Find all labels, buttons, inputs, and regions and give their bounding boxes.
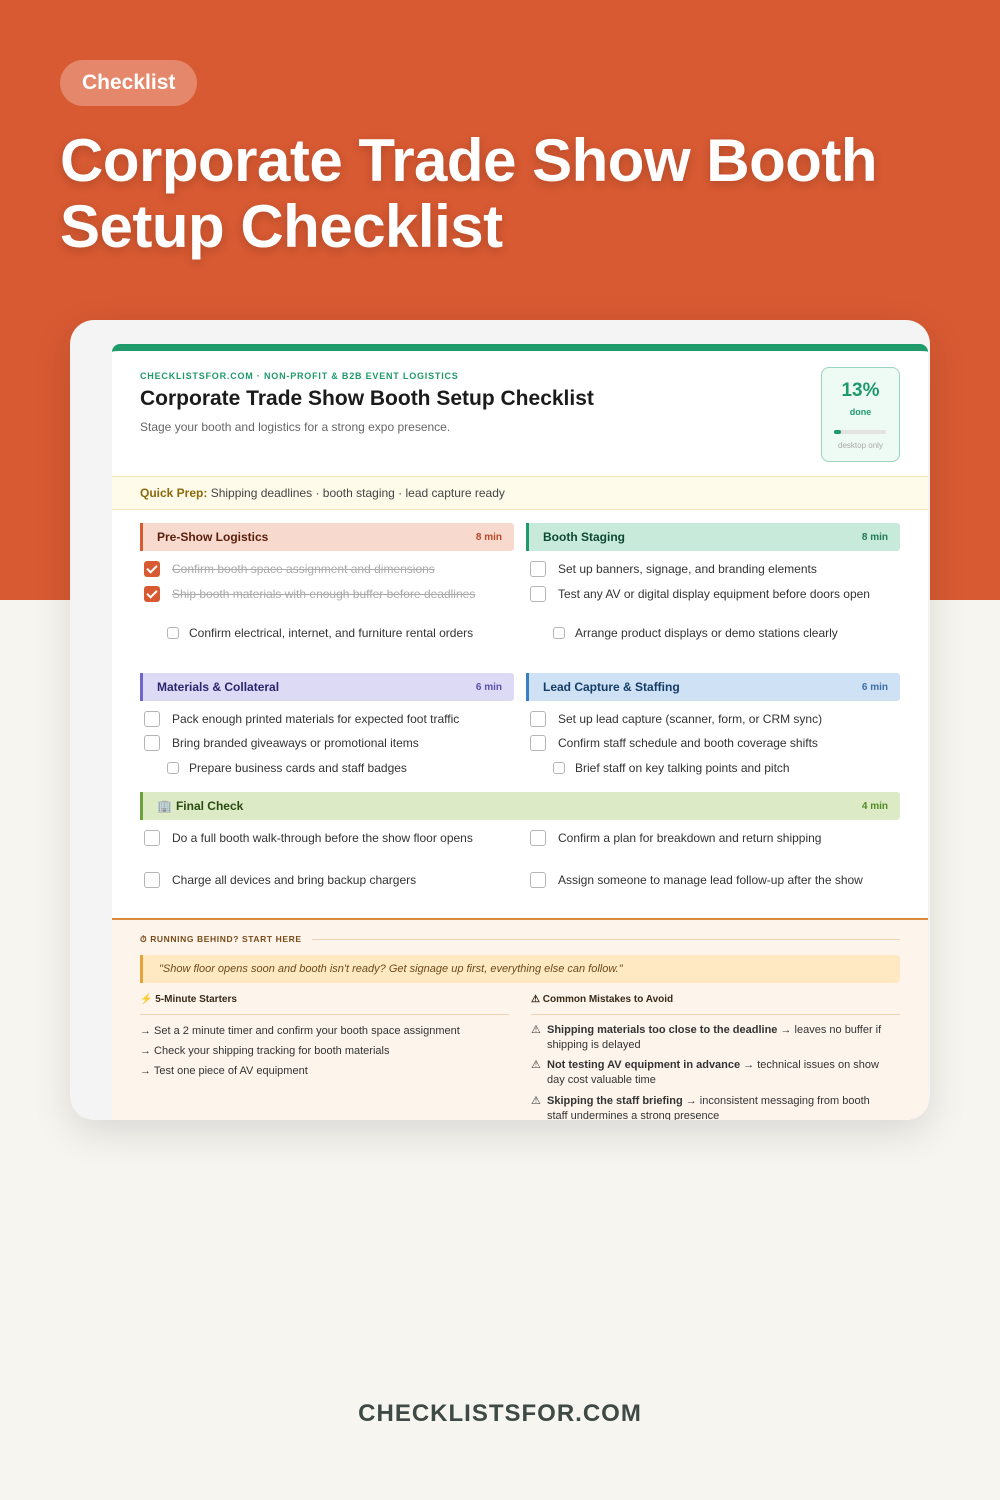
running-behind-panel <box>112 918 928 1120</box>
checklist-item[interactable] <box>530 872 880 888</box>
item-text: Confirm booth space assignment and dimensions <box>172 562 435 576</box>
tip-quote: "Show floor opens soon and booth isn't ready? Get signage up first, everything else can follow." <box>140 955 900 983</box>
warning-icon: ⚠ <box>531 1024 541 1036</box>
preview-frame <box>70 320 930 1120</box>
item-text: Arrange product displays or demo stations clearly <box>575 626 838 640</box>
checkbox[interactable] <box>530 561 546 577</box>
divider <box>312 939 900 940</box>
checklist-subitem[interactable] <box>553 760 900 776</box>
checkbox-checked[interactable] <box>144 586 160 602</box>
mistakes-title: ⚠ Common Mistakes to Avoid <box>531 994 674 1005</box>
mistake-rest: → inconsistent messaging from booth staff undermines a strong presence <box>547 1095 870 1120</box>
mistake-item <box>531 1058 891 1088</box>
doc-subtitle: Stage your booth and logistics for a strong expo presence. <box>140 420 451 434</box>
checkbox[interactable] <box>530 735 546 751</box>
item-text: Set up lead capture (scanner, form, or CRM sync) <box>558 712 823 726</box>
starter-item: → Test one piece of AV equipment <box>140 1065 308 1077</box>
item-text: Confirm staff schedule and booth coverage shifts <box>558 736 818 750</box>
section-final-check[interactable] <box>140 792 900 820</box>
item-text: Prepare business cards and staff badges <box>189 761 407 775</box>
section-time: 8 min <box>861 531 888 543</box>
checkbox[interactable] <box>530 872 546 888</box>
starter-item: → Check your shipping tracking for booth materials <box>140 1045 390 1057</box>
mistake-item <box>531 1094 891 1120</box>
quick-prep-bar <box>112 476 928 510</box>
mistake-bold: Skipping the staff briefing <box>547 1095 683 1107</box>
mistake-item <box>531 1023 891 1053</box>
item-text: Set up banners, signage, and branding elements <box>558 562 817 576</box>
checklist-item[interactable] <box>144 561 514 577</box>
section-pre-show[interactable] <box>140 523 514 551</box>
progress-note: desktop only <box>838 441 883 450</box>
checkbox[interactable] <box>167 627 179 639</box>
item-text: Do a full booth walk-through before the show floor opens <box>172 831 473 845</box>
checkbox[interactable] <box>144 830 160 846</box>
mistake-bold: Shipping materials too close to the deadline <box>547 1024 778 1036</box>
checklist-item[interactable] <box>144 586 494 602</box>
section-materials[interactable] <box>140 673 514 701</box>
quick-prep-label: Quick Prep: <box>140 486 208 500</box>
item-text: Brief staff on key talking points and pitch <box>575 761 790 775</box>
checklist-item[interactable] <box>530 830 900 846</box>
quick-prep-text: Shipping deadlines · booth staging · lead capture ready <box>207 486 505 500</box>
checklist-subitem[interactable] <box>553 625 900 641</box>
item-text: Pack enough printed materials for expected foot traffic <box>172 712 460 726</box>
checklist-item[interactable] <box>144 830 484 846</box>
checklist-item[interactable] <box>144 711 514 727</box>
checkbox[interactable] <box>553 627 565 639</box>
checklist-subitem[interactable] <box>167 760 507 776</box>
checkbox[interactable] <box>144 872 160 888</box>
checklist-item[interactable] <box>530 586 895 602</box>
checklist-item[interactable] <box>144 735 514 751</box>
section-time: 8 min <box>475 531 502 543</box>
item-text: Confirm a plan for breakdown and return shipping <box>558 831 822 845</box>
doc-title: Corporate Trade Show Booth Setup Checklist <box>140 387 594 410</box>
mistake-rest: → technical issues on show day cost valuable time <box>547 1059 879 1086</box>
checkbox[interactable] <box>144 735 160 751</box>
progress-bar-fill <box>834 430 841 434</box>
item-text: Confirm electrical, internet, and furniture rental orders <box>189 626 474 640</box>
checkbox[interactable] <box>530 711 546 727</box>
section-title: Lead Capture & Staffing <box>543 680 680 694</box>
building-icon: 🏢 <box>157 799 172 813</box>
section-lead-capture[interactable] <box>526 673 900 701</box>
section-time: 6 min <box>475 681 502 693</box>
checklist-item[interactable] <box>144 872 514 888</box>
footer-brand[interactable]: CHECKLISTSFOR.COM <box>358 1400 642 1427</box>
divider <box>140 1014 509 1015</box>
starter-item: → Set a 2 minute timer and confirm your booth space assignment <box>140 1025 460 1037</box>
section-title: Final Check <box>175 799 244 813</box>
checkbox[interactable] <box>167 762 179 774</box>
item-text: Test any AV or digital display equipment before doors open <box>558 587 870 601</box>
checklist-item[interactable] <box>530 711 900 727</box>
checklist-item[interactable] <box>530 561 900 577</box>
progress-bar <box>834 430 886 434</box>
divider <box>531 1014 900 1015</box>
progress-label: done <box>849 407 872 417</box>
item-text: Ship booth materials with enough buffer before deadlines <box>172 587 476 601</box>
category-pill: Checklist <box>60 60 197 106</box>
section-title: Booth Staging <box>543 530 625 544</box>
warning-icon: ⚠ <box>531 1095 541 1107</box>
progress-card <box>821 367 900 462</box>
section-time: 4 min <box>861 800 888 812</box>
section-time: 6 min <box>861 681 888 693</box>
section-title: Pre-Show Logistics <box>157 530 269 544</box>
progress-percent: 13% <box>841 380 880 401</box>
item-text: Assign someone to manage lead follow-up after the show <box>558 873 863 887</box>
checkbox[interactable] <box>144 711 160 727</box>
checkbox[interactable] <box>530 586 546 602</box>
item-text: Bring branded giveaways or promotional items <box>172 736 419 750</box>
checklist-document <box>112 344 928 1120</box>
starters-title: ⚡ 5-Minute Starters <box>140 994 237 1005</box>
checklist-item[interactable] <box>530 735 900 751</box>
checkbox-checked[interactable] <box>144 561 160 577</box>
hero-title: Corporate Trade Show Booth Setup Checklist <box>60 127 878 260</box>
running-behind-heading: ⏱ RUNNING BEHIND? START HERE <box>140 934 302 944</box>
item-text: Charge all devices and bring backup chargers <box>172 873 417 887</box>
warning-icon: ⚠ <box>531 1059 541 1071</box>
checkbox[interactable] <box>530 830 546 846</box>
checklist-subitem[interactable] <box>167 625 492 641</box>
section-booth-staging[interactable] <box>526 523 900 551</box>
section-title: Materials & Collateral <box>157 680 280 694</box>
checkbox[interactable] <box>553 762 565 774</box>
mistake-bold: Not testing AV equipment in advance <box>547 1059 741 1071</box>
doc-kicker: CHECKLISTSFOR.COM · NON-PROFIT & B2B EVENT LOGISTICS <box>140 371 459 381</box>
mistake-rest: → leaves no buffer if shipping is delayed <box>547 1024 882 1051</box>
